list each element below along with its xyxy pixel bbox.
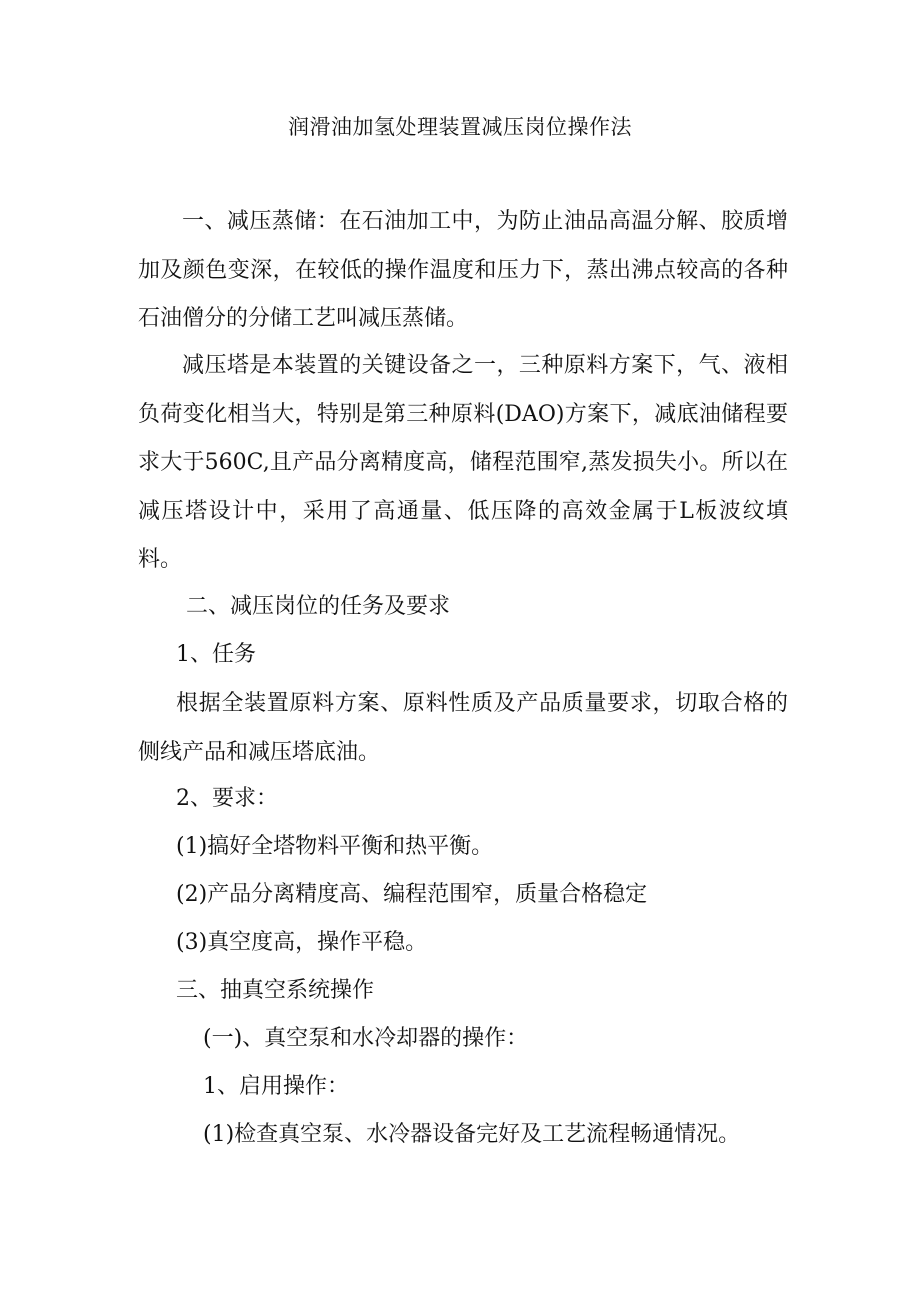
paragraph-task-text: 根据全装置原料方案、原料性质及产品质量要求，切取合格的侧线产品和减压塔底油。 [138,691,788,765]
section-heading-vacuum-system: 三、抽真空系统操作 [176,978,375,1003]
requirement-item-3: (3)真空度高，操作平稳。 [176,930,428,955]
document-title: 润滑油加氢处理装置减压岗位操作法 [288,115,632,139]
subheading-startup-operation: 1、启用操作： [203,1074,349,1099]
requirement-item-2: (2)产品分离精度高、编程范围窄，质量合格稳定 [176,882,648,907]
paragraph-vacuum-distillation-definition: 一、减压蒸储：在石油加工中，为防止油品高温分解、胶质增加及颜色变深，在较低的操作温度和压力下，蒸出沸点较高的各种石油僧分的分储工艺叫减压蒸储。 [138,209,788,331]
startup-step-1: (1)检查真空泵、水冷器设备完好及工艺流程畅通情况。 [203,1122,741,1147]
subheading-requirements: 2、要求： [176,786,278,811]
subheading-vacuum-pump-cooler: (一)、真空泵和水冷却器的操作： [203,1026,529,1051]
paragraph-vacuum-tower-description: 减压塔是本装置的关键设备之一，三种原料方案下，气、液相负荷变化相当大，特别是第三种原料(DAO)方案下，减底油储程要求大于560C,且产品分离精度高，储程范围窄,蒸发损失小。所以在减压塔设计中，采用了高通量、低压降的高效金属于L板波纹填料。 [138,353,788,572]
requirement-item-1: (1)搞好全塔物料平衡和热平衡。 [176,834,494,859]
section-heading-tasks-requirements: 二、减压岗位的任务及要求 [186,594,451,619]
subheading-task: 1、任务 [176,642,256,667]
